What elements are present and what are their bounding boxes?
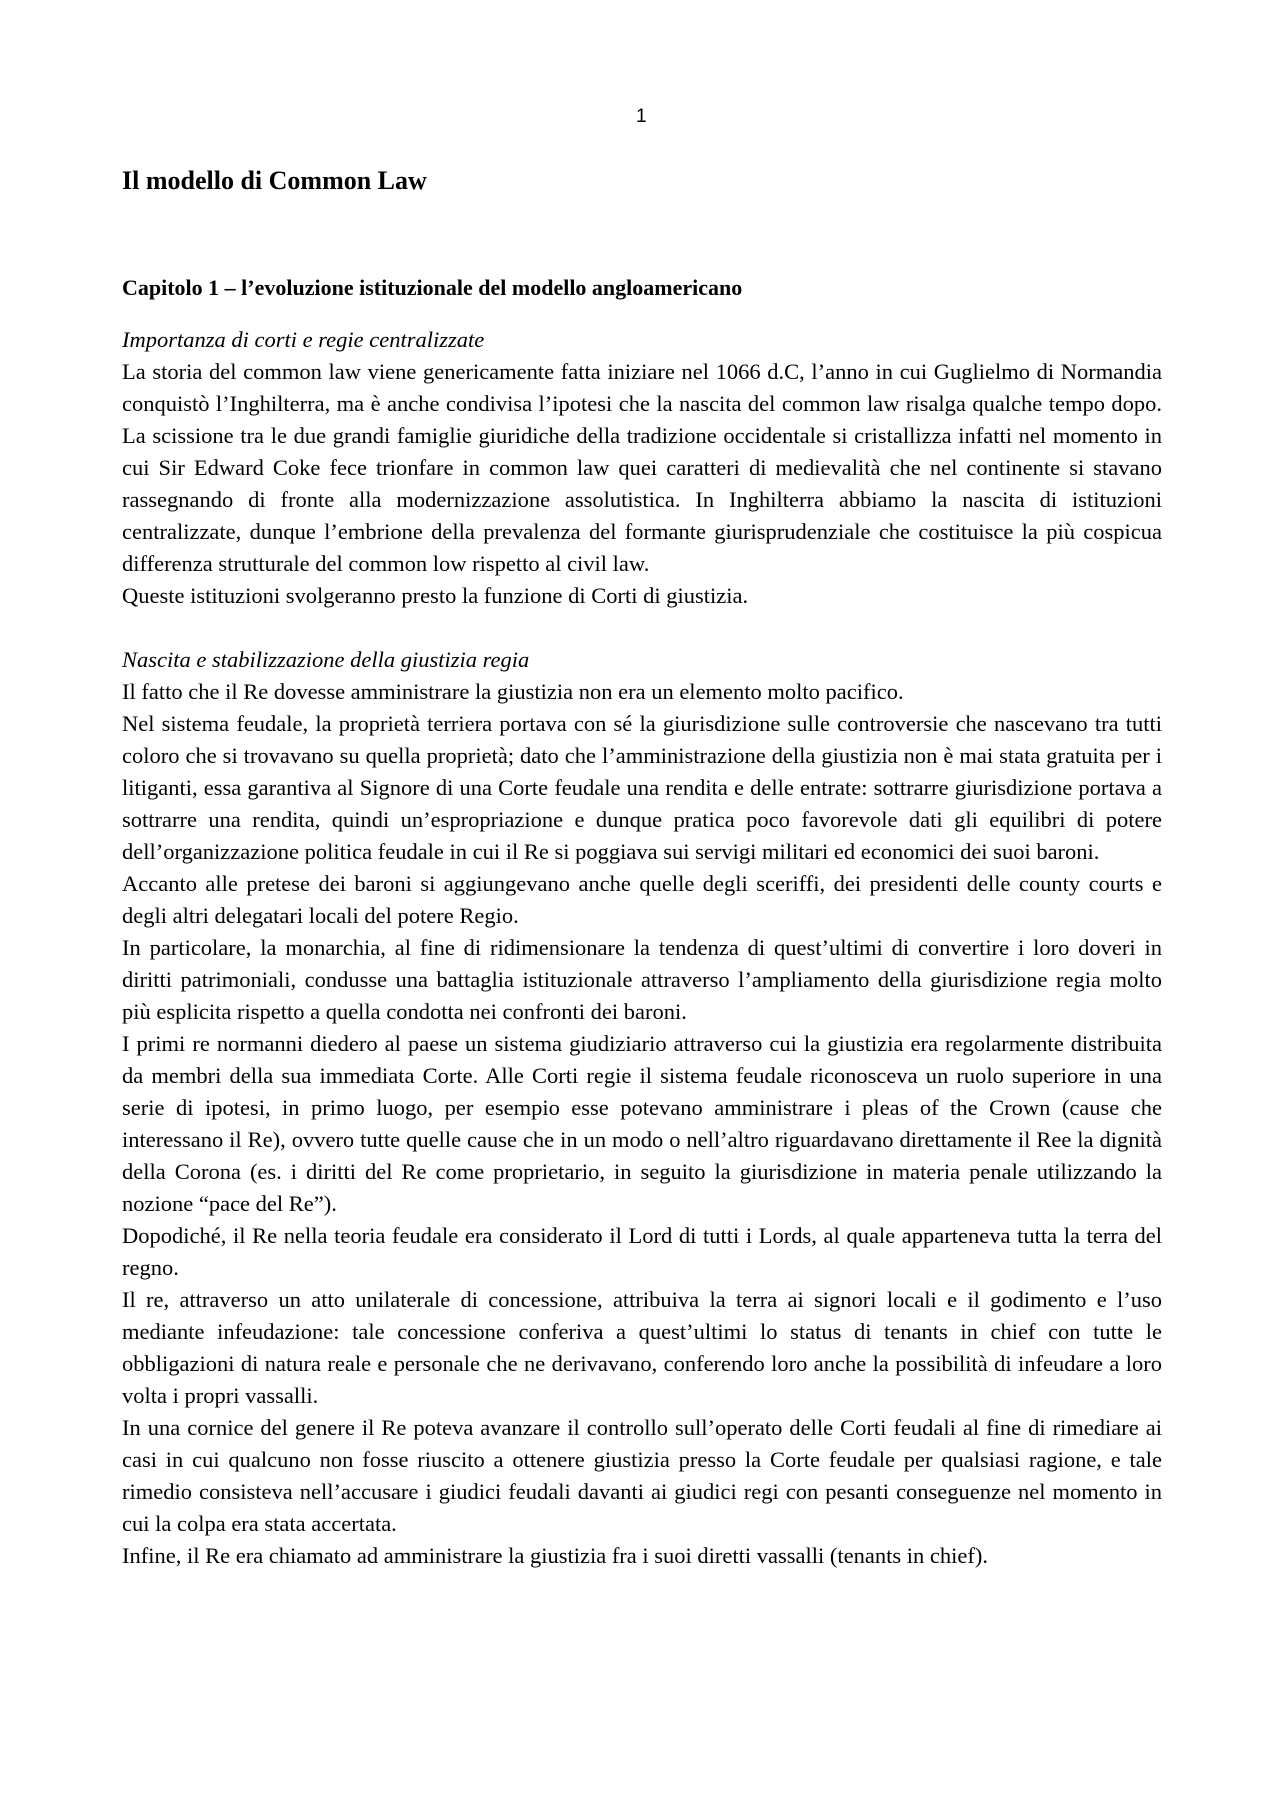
paragraph: Il re, attraverso un atto unilaterale di concessione, attribuiva la terra ai signori locali e il godimento e l’uso mediante infeudazione: tale concessione conferiva a quest’ultimi lo status di tenants in chief con tutte le obbligazioni di natura reale e personale che ne derivavano, conferendo loro anche la possibilità di infeudare a loro volta i propri vassalli. [122,1287,1162,1408]
paragraph: Dopodiché, il Re nella teoria feudale era considerato il Lord di tutti i Lords, al quale apparteneva tutta la terra del regno. [122,1223,1162,1280]
paragraph: Queste istituzioni svolgeranno presto la funzione di Corti di giustizia. [122,583,749,608]
paragraph: Nel sistema feudale, la proprietà terriera portava con sé la giurisdizione sulle controversie che nascevano tra tutti coloro che si trovavano su quella proprietà; dato che l’amministrazione della giustizia non è mai stata gratuita per i litiganti, essa garantiva al Signore di una Corte feudale una rendita e delle entrate: sottrarre giurisdizione portava a sottrarre una rendita, quindi un’espropriazione e dunque pratica poco favorevole dati gli equilibri di potere dell’organizzazione politica feudale in cui il Re si poggiava sui servigi militari ed economici dei suoi baroni. [122,711,1162,864]
section-nascita [122,644,1162,1572]
paragraph: Accanto alle pretese dei baroni si aggiungevano anche quelle degli sceriffi, dei presidenti delle county courts e degli altri delegatari locali del potere Regio. [122,871,1162,928]
section-heading: Importanza di corti e regie centralizzate [122,327,485,352]
page-number: 1 [636,106,647,127]
paragraph: Infine, il Re era chiamato ad amministrare la giustizia fra i suoi diretti vassalli (tenants in chief). [122,1543,988,1568]
section-spacer [122,612,1162,644]
section-heading: Nascita e stabilizzazione della giustizia regia [122,647,530,672]
paragraph: In una cornice del genere il Re poteva avanzare il controllo sull’operato delle Corti feudali al fine di rimediare ai casi in cui qualcuno non fosse riuscito a ottenere giustizia presso la Corte feudale per qualsiasi ragione, e tale rimedio consisteva nell’accusare i giudici feudali davanti ai giudici regi con pesanti conseguenze nel momento in cui la colpa era stata accertata. [122,1415,1162,1536]
document-body [122,324,1162,1572]
paragraph: I primi re normanni diedero al paese un sistema giudiziario attraverso cui la giustizia era regolarmente distribuita da membri della sua immediata Corte. Alle Corti regie il sistema feudale riconosceva un ruolo superiore in una serie di ipotesi, in primo luogo, per esempio esse potevano amministrare i pleas of the Crown (cause che interessano il Re), ovvero tutte quelle cause che in un modo o nell’altro riguardavano direttamente il Ree la dignità della Corona (es. i diritti del Re come proprietario, in seguito la giurisdizione in materia penale utilizzando la nozione “pace del Re”). [122,1031,1162,1216]
paragraph: La storia del common law viene genericamente fatta iniziare nel 1066 d.C, l’anno in cui Guglielmo di Normandia conquistò l’Inghilterra, ma è anche condivisa l’ipotesi che la nascita del common law risalga qualche tempo dopo. La scissione tra le due grandi famiglie giuridiche della tradizione occidentale si cristallizza infatti nel momento in cui Sir Edward Coke fece trionfare in common law quei caratteri di medievalità che nel continente si stavano rassegnando di fronte alla modernizzazione assolutistica. In Inghilterra abbiamo la nascita di istituzioni centralizzate, dunque l’embrione della prevalenza del formante giurisprudenziale che costituisce la più cospicua differenza strutturale del common low rispetto al civil law. [122,359,1162,576]
paragraph: Il fatto che il Re dovesse amministrare la giustizia non era un elemento molto pacifico. [122,679,904,704]
section-importanza [122,324,1162,612]
document-title: Il modello di Common Law [122,166,427,195]
paragraph: In particolare, la monarchia, al fine di ridimensionare la tendenza di quest’ultimi di convertire i loro doveri in diritti patrimoniali, condusse una battaglia istituzionale attraverso l’ampliamento della giurisdizione regia molto più esplicita rispetto a quella condotta nei confronti dei baroni. [122,935,1162,1024]
chapter-title: Capitolo 1 – l’evoluzione istituzionale del modello angloamericano [122,275,743,300]
